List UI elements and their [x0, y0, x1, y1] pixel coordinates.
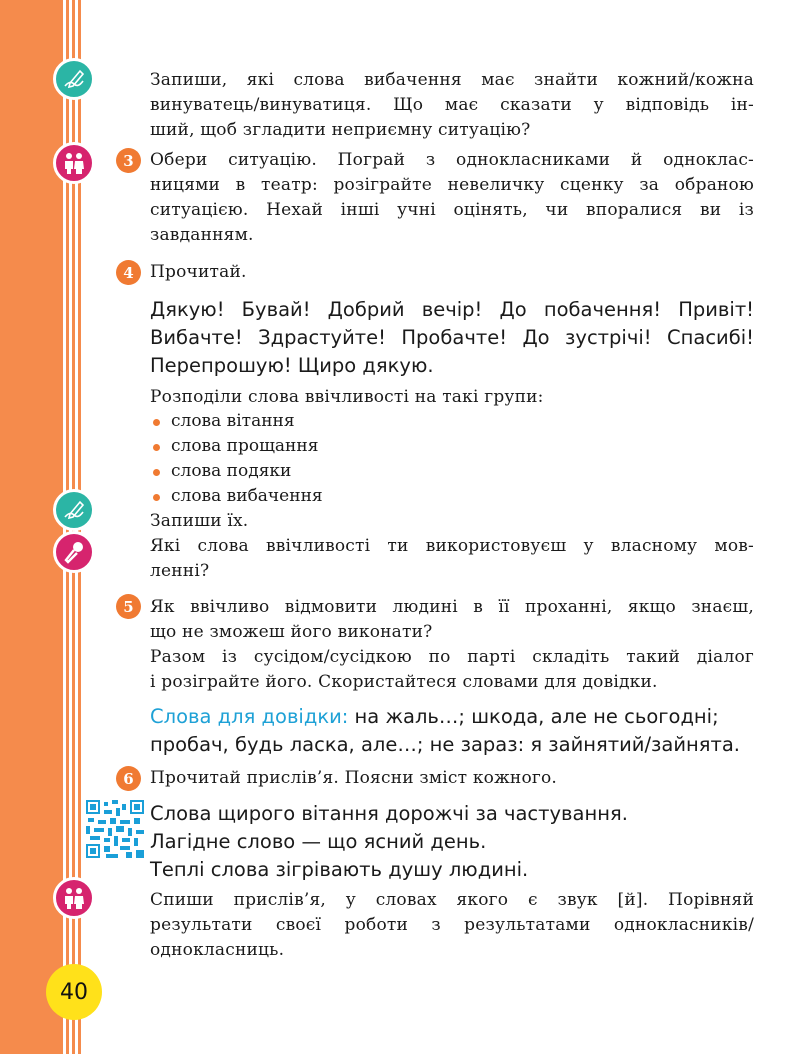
task-3-text	[150, 148, 754, 248]
text-line: і розіграйте його. Скористайтеся словами для довідки.	[150, 672, 658, 692]
text-line: що не зможеш його виконати?	[150, 622, 433, 642]
task-6-title: Прочитай прислів’я. Поясни зміст кожного.	[150, 768, 558, 788]
text-line: Лагідне слово — що ясний день.	[150, 830, 487, 853]
text-line: Спиши прислів’я, у словах якого є звук [й]. Порівняй	[150, 890, 754, 910]
text-line: завданням.	[150, 225, 254, 245]
text-line: ший, щоб згладити неприємну ситуацію?	[150, 120, 531, 140]
politeness-question	[150, 534, 754, 584]
list-item: слова прощання	[150, 434, 650, 459]
text-line: Разом із сусідом/сусідкою по парті складіть такий діалог	[150, 647, 754, 667]
hint-words	[150, 703, 754, 759]
text-line: пробач, будь ласка, але…; не зараз: я зайнятий/зайнята.	[150, 733, 741, 756]
pencil-write-icon	[53, 58, 95, 100]
task-4-title: Прочитай.	[150, 262, 247, 282]
hint-text: на жаль…; шкода, але не сьогодні;	[348, 705, 719, 728]
qr-code-icon[interactable]	[86, 800, 144, 858]
pair-work-icon	[53, 877, 95, 919]
text-line: ленні?	[150, 561, 210, 581]
proverbs	[150, 800, 754, 884]
groups-list	[150, 409, 650, 509]
text-line: Вибачте! Здрастуйте! Пробачте! До зустрічі! Спасибі!	[150, 326, 754, 349]
groups-instruction: Розподіли слова ввічливості на такі групи:	[150, 387, 544, 407]
list-item: слова вибачення	[150, 484, 650, 509]
text-line: Запиши, які слова вибачення має знайти кожний/кожна	[150, 70, 754, 90]
reading-text	[150, 296, 754, 380]
text-line: ситуацією. Нехай інші учні оцінять, чи впоралися ви із	[150, 200, 754, 220]
text-line: Обери ситуацію. Пограй з однокласниками й одноклас-	[150, 150, 754, 170]
task-5-text	[150, 595, 754, 695]
text-line: винуватець/винуватиця. Що має сказати у відповідь ін-	[150, 95, 754, 115]
text-line: Слова щирого вітання дорожчі за частування.	[150, 802, 628, 825]
text-line: Перепрошую! Щиро дякую.	[150, 354, 434, 377]
task-number-4: 4	[116, 260, 141, 285]
page-number: 40	[46, 964, 102, 1020]
text-line: Дякую! Бувай! Добрий вечір! До побачення! Привіт!	[150, 298, 754, 321]
list-item: слова подяки	[150, 459, 650, 484]
text-line: ницями в театр: розіграйте невеличку сценку за обраною	[150, 175, 754, 195]
pencil-write-icon	[53, 489, 95, 531]
pair-work-icon	[53, 142, 95, 184]
text-line	[150, 703, 754, 731]
list-item: слова вітання	[150, 409, 650, 434]
text-line: результати своєї роботи з результатами однокласників/	[150, 915, 754, 935]
task-number-5: 5	[116, 594, 141, 619]
microphone-icon	[53, 531, 95, 573]
text-line: Які слова ввічливості ти використовуєш у власному мов-	[150, 536, 754, 556]
write-apology-task	[150, 68, 754, 143]
text-line: Теплі слова зігрівають душу людині.	[150, 858, 529, 881]
text-line: однокласниць.	[150, 940, 285, 960]
task-number-3: 3	[116, 148, 141, 173]
text-line: Як ввічливо відмовити людині в її проханні, якщо знаєш,	[150, 597, 754, 617]
task-6-text	[150, 888, 754, 963]
hint-label: Слова для довідки:	[150, 705, 349, 728]
task-number-6: 6	[116, 766, 141, 791]
write-them: Запиши їх.	[150, 511, 249, 531]
